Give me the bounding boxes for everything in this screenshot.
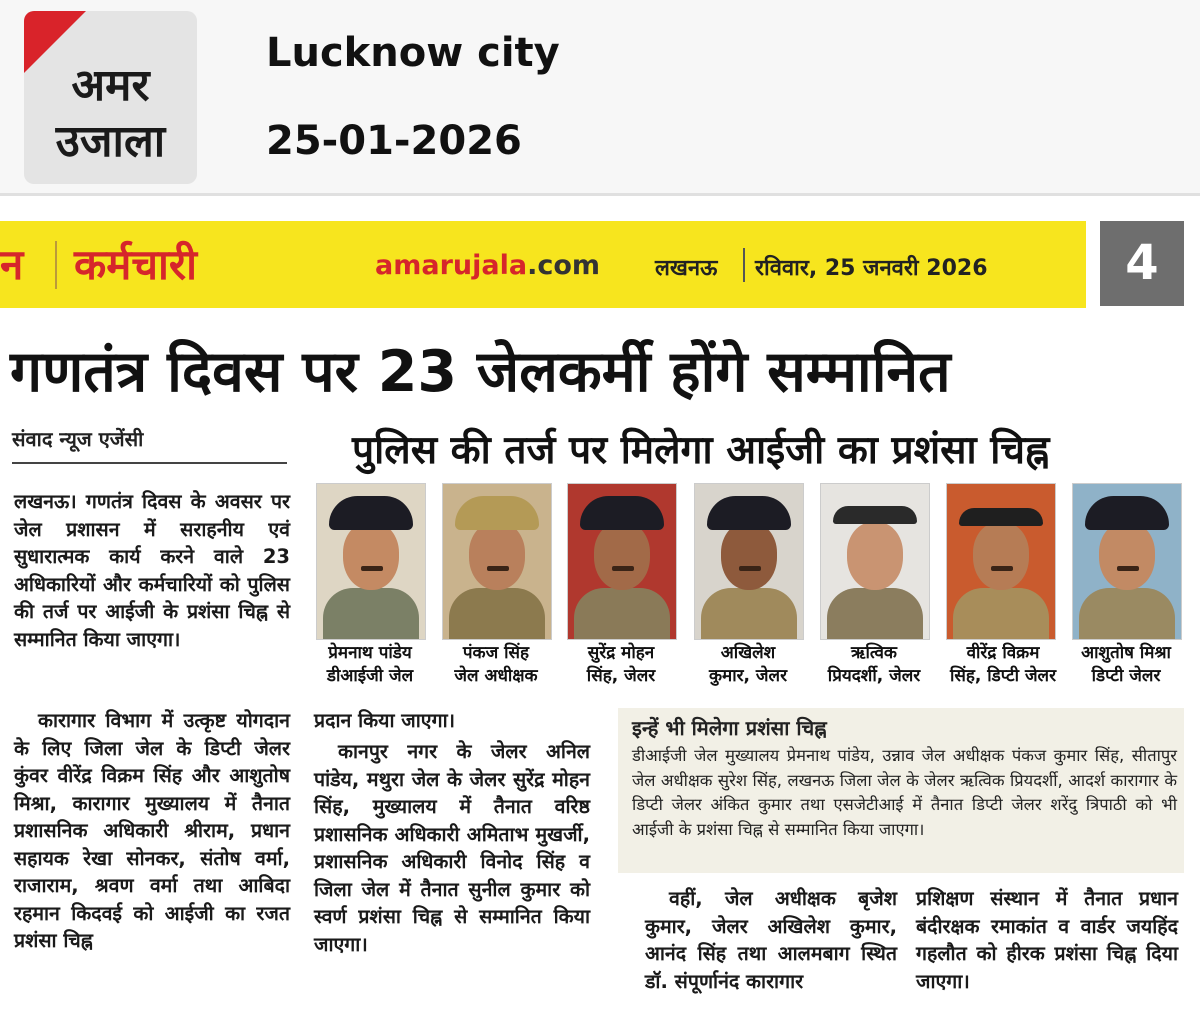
site-main: amarujala bbox=[375, 250, 528, 281]
article-para-1 bbox=[14, 488, 290, 653]
officer-photo-5 bbox=[820, 483, 930, 640]
photo-cap bbox=[1085, 496, 1169, 530]
caption-6-line2: सिंह, डिप्टी जेलर bbox=[949, 666, 1057, 686]
officer-photo-1 bbox=[316, 483, 426, 640]
section-fragment: न bbox=[0, 240, 24, 289]
article-para-5 bbox=[916, 885, 1178, 995]
band-date: रविवार, 25 जनवरी 2026 bbox=[755, 256, 988, 281]
logo-text-line2: उजाला bbox=[55, 116, 166, 167]
photo-face bbox=[343, 522, 399, 590]
photo-face bbox=[721, 522, 777, 590]
photo-face bbox=[1099, 522, 1155, 590]
officer-photo-6 bbox=[946, 483, 1056, 640]
recipients-box bbox=[618, 708, 1184, 873]
page-number: 4 bbox=[1100, 221, 1184, 306]
box-title: इन्हें भी मिलेगा प्रशंसा चिह्न bbox=[632, 716, 827, 740]
band-separator-2 bbox=[743, 248, 745, 282]
top-header bbox=[0, 0, 1200, 193]
photo-uniform bbox=[449, 588, 545, 640]
photo-mustache bbox=[991, 566, 1013, 571]
article-para-4 bbox=[645, 885, 897, 995]
band-separator bbox=[55, 241, 57, 289]
photo-caption-7 bbox=[1066, 642, 1186, 688]
article-para-2-cont bbox=[314, 707, 590, 735]
para-2-cont-text: प्रदान किया जाएगा। bbox=[314, 709, 456, 732]
para-4-text: वहीं, जेल अधीक्षक बृजेश कुमार, जेलर अखिलेश कुमार, आनंद सिंह तथा आलमबाग स्थित डॉ. संपूर्णानंद कारागार bbox=[645, 887, 897, 993]
section-band bbox=[0, 221, 1086, 308]
caption-2-line1: पंकज सिंह bbox=[462, 643, 530, 663]
officer-photo-2 bbox=[442, 483, 552, 640]
byline: संवाद न्यूज एजेंसी bbox=[12, 427, 144, 451]
photo-cap bbox=[580, 496, 664, 530]
caption-5-line1: ऋत्विक bbox=[851, 643, 897, 663]
caption-2-line2: जेल अधीक्षक bbox=[454, 666, 538, 686]
caption-4-line2: कुमार, जेलर bbox=[708, 666, 788, 686]
photo-caption-3 bbox=[561, 642, 681, 688]
caption-5-line2: प्रियदर्शी, जेलर bbox=[827, 666, 921, 686]
caption-4-line1: अखिलेश bbox=[720, 643, 776, 663]
photo-cap bbox=[329, 496, 413, 530]
photo-face bbox=[469, 522, 525, 590]
photo-face bbox=[973, 522, 1029, 590]
byline-rule bbox=[12, 462, 287, 464]
photo-mustache bbox=[612, 566, 634, 571]
photo-caption-2 bbox=[436, 642, 556, 688]
site-name bbox=[375, 250, 600, 281]
band-city: लखनऊ bbox=[655, 256, 718, 281]
logo-text-line1: अमर bbox=[71, 60, 150, 111]
photo-mustache bbox=[361, 566, 383, 571]
caption-7-line2: डिप्टी जेलर bbox=[1091, 666, 1161, 686]
photo-uniform bbox=[323, 588, 419, 640]
photo-caption-5 bbox=[814, 642, 934, 688]
photo-caption-1 bbox=[310, 642, 430, 688]
edition-title: Lucknow city bbox=[266, 30, 560, 76]
caption-6-line1: वीरेंद्र विक्रम bbox=[966, 643, 1040, 663]
photo-uniform bbox=[1079, 588, 1175, 640]
caption-7-line1: आशुतोष मिश्रा bbox=[1081, 643, 1171, 663]
para-5-text: प्रशिक्षण संस्थान में तैनात प्रधान बंदीरक्षक रमाकांत व वार्डर जयहिंद गहलौत को हीरक प्रशंसा चिह्न दिया जाएगा। bbox=[916, 887, 1178, 993]
officer-photo-7 bbox=[1072, 483, 1182, 640]
header-divider bbox=[0, 193, 1200, 196]
officer-photo-3 bbox=[567, 483, 677, 640]
caption-1-line2: डीआईजी जेल bbox=[326, 666, 414, 686]
photo-face bbox=[594, 522, 650, 590]
caption-3-line2: सिंह, जेलर bbox=[586, 666, 656, 686]
photo-caption-6 bbox=[940, 642, 1066, 688]
photo-uniform bbox=[953, 588, 1049, 640]
site-tld: .com bbox=[527, 250, 601, 281]
subheadline: पुलिस की तर्ज पर मिलेगा आईजी का प्रशंसा चिह्न bbox=[352, 428, 1050, 473]
officer-photo-4 bbox=[694, 483, 804, 640]
box-text: डीआईजी जेल मुख्यालय प्रेमनाथ पांडेय, उन्नाव जेल अधीक्षक पंकज कुमार सिंह, सीतापुर जेल अधीक्षक सुरेश सिंह, लखनऊ जिला जेल के जेलर ऋत्विक प्रियदर्शी, आदर्श कारागार के डिप्टी जेलर अंकित कुमार तथा एसजेटीआई में तैनात डिप्टी जेलर शरेंदु त्रिपाठी को भी आईजी के प्रशंसा चिह्न से सम्मानित किया जाएगा। bbox=[632, 746, 1177, 839]
headline: गणतंत्र दिवस पर 23 जेलकर्मी होंगे सम्मानित bbox=[10, 339, 951, 405]
caption-3-line1: सुरेंद्र मोहन bbox=[587, 643, 655, 663]
photo-glasses bbox=[865, 566, 887, 571]
photo-mustache bbox=[1117, 566, 1139, 571]
photo-face bbox=[847, 522, 903, 590]
photo-uniform bbox=[827, 588, 923, 640]
article-para-2 bbox=[14, 707, 290, 955]
photo-cap bbox=[707, 496, 791, 530]
section-name: कर्मचारी bbox=[74, 240, 197, 289]
photo-mustache bbox=[739, 566, 761, 571]
para-2-text: कारागार विभाग में उत्कृष्ट योगदान के लिए जिला जेल के डिप्टी जेलर कुंवर वीरेंद्र विक्रम सिंह और आशुतोष मिश्रा, कारागार मुख्यालय में तैनात प्रशासनिक अधिकारी श्रीराम, प्रधान सहायक रेखा सोनकर, संतोष वर्मा, राजाराम, श्रवण वर्मा तथा आबिदा रहमान किदवई को आईजी का रजत प्रशंसा चिह्न bbox=[14, 709, 290, 952]
photo-mustache bbox=[487, 566, 509, 571]
photo-hair bbox=[959, 508, 1043, 526]
photo-caption-4 bbox=[688, 642, 808, 688]
photo-cap bbox=[455, 496, 539, 530]
edition-date: 25-01-2026 bbox=[266, 118, 522, 164]
amar-ujala-logo bbox=[24, 11, 197, 184]
para-3-text: कानपुर नगर के जेलर अनिल पांडेय, मथुरा जेल के जेलर सुरेंद्र मोहन सिंह, मुख्यालय में तैनात वरिष्ठ प्रशासनिक अधिकारी अमिताभ मुखर्जी, प्रशासनिक अधिकारी विनोद सिंह व जिला जेल में तैनात सुनील कुमार को स्वर्ण प्रशंसा चिह्न से सम्मानित किया जाएगा। bbox=[314, 740, 590, 956]
caption-1-line1: प्रेमनाथ पांडेय bbox=[328, 643, 412, 663]
photo-hair bbox=[833, 506, 917, 524]
photo-uniform bbox=[574, 588, 670, 640]
article-para-3 bbox=[314, 738, 590, 958]
para-1-text: लखनऊ। गणतंत्र दिवस के अवसर पर जेल प्रशासन में सराहनीय एवं सुधारात्मक कार्य करने वाले 23 अधिकारियों और कर्मचारियों को पुलिस की तर्ज पर आईजी के प्रशंसा चिह्न से सम्मानित किया जाएगा। bbox=[14, 490, 290, 651]
photo-uniform bbox=[701, 588, 797, 640]
